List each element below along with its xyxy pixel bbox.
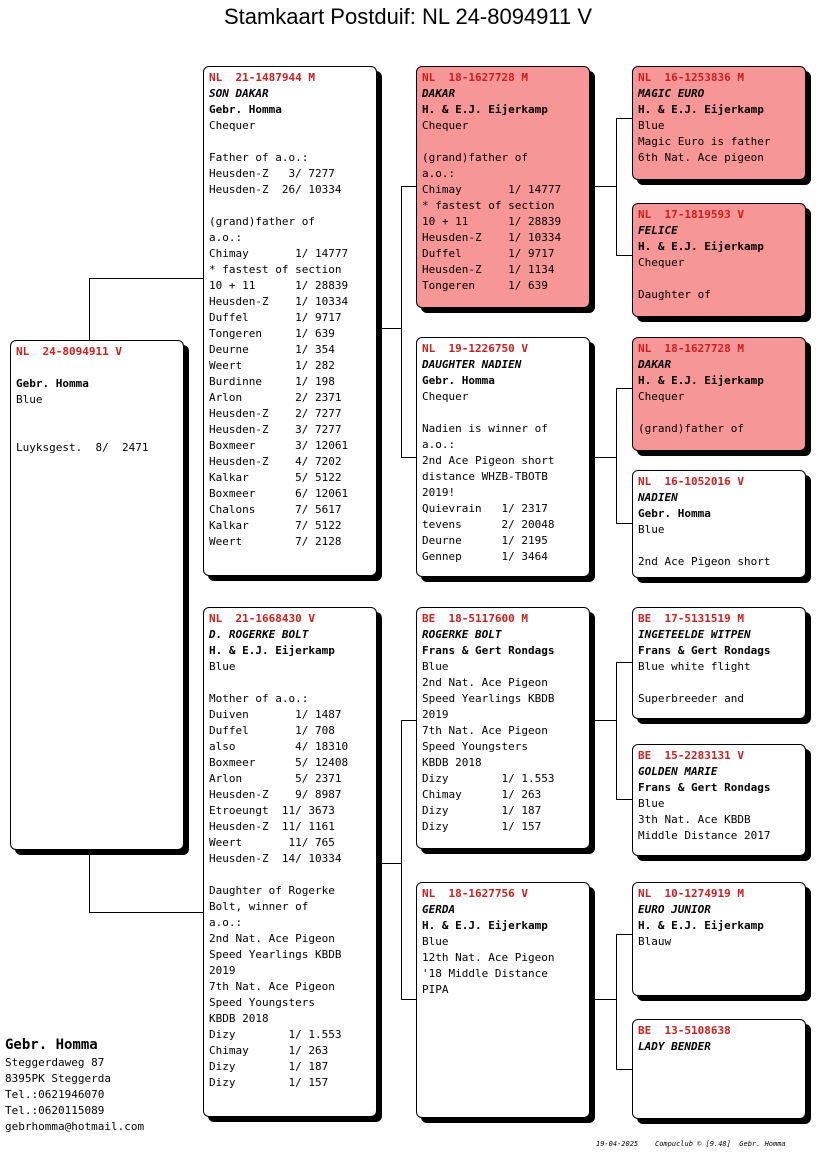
ring-number: BE 13-5108638: [638, 1024, 731, 1037]
connector-line: [616, 799, 632, 800]
breeder-name: Gebr. Homma: [16, 377, 89, 390]
result-line: 2nd Ace Pigeon short: [422, 454, 555, 467]
breeder-name: H. & E.J. Eijerkamp: [209, 644, 335, 657]
pigeon-color: Blue: [638, 119, 665, 132]
connector-line: [616, 255, 632, 256]
result-line: a.o.:: [209, 231, 243, 244]
pigeon-name: DAKAR: [422, 87, 456, 100]
connector-line: [616, 118, 632, 119]
breeder-name: Frans & Gert Rondags: [638, 644, 771, 657]
result-line: Boxmeer 5/ 12408: [209, 756, 349, 769]
result-line: Daughter of Rogerke: [209, 884, 335, 897]
connector-line: [382, 328, 402, 329]
result-line: Deurne 1/ 354: [209, 343, 335, 356]
result-line: Burdinne 1/ 198: [209, 375, 335, 388]
result-line: '18 Middle Distance: [422, 967, 548, 980]
result-line: Boxmeer 6/ 12061: [209, 487, 349, 500]
result-line: (grand)father of: [422, 151, 528, 164]
connector-line: [616, 118, 617, 256]
ring-number: NL 24-8094911 V: [16, 345, 122, 358]
result-line: (grand)father of: [209, 215, 315, 228]
connector-line: [401, 186, 402, 458]
result-line: Tongeren 1/ 639: [209, 327, 335, 340]
result-line: Weert 1/ 282: [209, 359, 335, 372]
pigeon-color: Blue: [422, 935, 449, 948]
result-line: Daughter of: [638, 288, 711, 301]
pigeon-color: [638, 1071, 800, 1087]
result-line: 2019: [422, 708, 449, 721]
owner-postal: 8395PK Steggerda: [5, 1072, 111, 1085]
result-line: [209, 675, 371, 691]
result-line: Nadien is winner of: [422, 422, 548, 435]
connector-line: [616, 934, 617, 1070]
result-line: Heusden-Z 4/ 7202: [209, 455, 342, 468]
result-line: Quievrain 1/ 2317: [422, 502, 548, 515]
pigeon-name: GERDA: [422, 903, 456, 916]
result-line: Chimay 1/ 14777: [422, 183, 562, 196]
pigeon-color: Chequer: [209, 119, 256, 132]
pedigree-card-fmf[interactable]: [632, 337, 806, 451]
result-line: [209, 198, 371, 214]
result-line: Speed Yearlings KBDB: [422, 692, 555, 705]
page-title: Stamkaart Postduif: NL 24-8094911 V: [223, 4, 593, 29]
result-line: Heusden-Z 1/ 10334: [422, 231, 562, 244]
connector-line: [616, 934, 632, 935]
pigeon-color: Blauw: [638, 935, 672, 948]
result-line: Dizy 1/ 1.553: [209, 1028, 342, 1041]
connector-line: [595, 720, 617, 721]
result-line: Gennep 1/ 3464: [422, 550, 548, 563]
pigeon-color: Chequer: [638, 256, 685, 269]
result-line: 7th Nat. Ace Pigeon: [209, 980, 335, 993]
connector-line: [401, 720, 416, 721]
connector-line: [616, 388, 617, 524]
ring-number: BE 15-2283131 V: [638, 749, 744, 762]
connector-line: [89, 278, 203, 279]
result-line: Superbreeder and: [638, 692, 744, 705]
result-line: PIPA: [422, 983, 449, 996]
pedigree-card-fff[interactable]: [632, 66, 806, 180]
result-line: Magic Euro is father: [638, 135, 771, 148]
result-line: * fastest of section: [209, 263, 342, 276]
result-line: [638, 271, 800, 287]
result-line: Dizy 1/ 187: [209, 1060, 329, 1073]
result-line: Deurne 1/ 2195: [422, 534, 548, 547]
pedigree-card-mff[interactable]: [632, 607, 806, 719]
result-line: Luyksgest. 8/ 2471: [16, 441, 149, 454]
ring-number: NL 21-1487944 M: [209, 71, 315, 84]
result-line: a.o.:: [422, 167, 456, 180]
pedigree-card-mfm[interactable]: [632, 744, 806, 856]
breeder-name: H. & E.J. Eijerkamp: [638, 919, 764, 932]
ring-number: NL 18-1627728 M: [422, 71, 528, 84]
result-line: Mother of a.o.:: [209, 692, 309, 705]
ring-number: NL 19-1226750 V: [422, 342, 528, 355]
pedigree-card-father-mother[interactable]: [416, 337, 590, 577]
connector-line: [89, 855, 90, 912]
ring-number: NL 17-1819593 V: [638, 208, 744, 221]
connector-line: [401, 186, 416, 187]
result-line: 7th Nat. Ace Pigeon: [422, 724, 548, 737]
pedigree-card-mother-father[interactable]: [416, 607, 590, 849]
pigeon-name: GOLDEN MARIE: [638, 765, 718, 778]
breeder-name: Frans & Gert Rondags: [638, 781, 771, 794]
breeder-name: Gebr. Homma: [209, 103, 282, 116]
pigeon-color: Blue: [638, 523, 665, 536]
pigeon-color: Blue: [422, 660, 449, 673]
pigeon-name: SON DAKAR: [209, 87, 269, 100]
result-line: Speed Youngsters: [422, 740, 528, 753]
result-line: [638, 675, 800, 691]
breeder-name: Gebr. Homma: [638, 507, 711, 520]
result-line: KBDB 2018: [422, 756, 482, 769]
breeder-name: H. & E.J. Eijerkamp: [638, 103, 764, 116]
ring-number: NL 18-1627756 V: [422, 887, 528, 900]
pedigree-card-subject[interactable]: [10, 340, 184, 850]
ring-number: BE 17-5131519 M: [638, 612, 744, 625]
breeder-name: H. & E.J. Eijerkamp: [422, 103, 548, 116]
connector-line: [616, 388, 632, 389]
result-line: Speed Yearlings KBDB: [209, 948, 342, 961]
result-line: (grand)father of: [638, 422, 744, 435]
result-line: Speed Youngsters: [209, 996, 315, 1009]
result-line: Weert 11/ 765: [209, 836, 335, 849]
result-line: 10 + 11 1/ 28839: [209, 279, 349, 292]
owner-name: Gebr. Homma: [5, 1037, 98, 1053]
pigeon-name: D. ROGERKE BOLT: [209, 628, 309, 641]
pigeon-color: Chequer: [422, 390, 469, 403]
result-line: KBDB 2018: [209, 1012, 269, 1025]
result-line: Heusden-Z 3/ 7277: [209, 167, 335, 180]
result-line: 2nd Nat. Ace Pigeon: [422, 676, 548, 689]
result-line: Tongeren 1/ 639: [422, 279, 548, 292]
owner-email[interactable]: gebrhomma@hotmail.com: [5, 1120, 145, 1133]
connector-line: [401, 999, 416, 1000]
pedigree-card-father-father[interactable]: [416, 66, 590, 308]
result-line: Arlon 5/ 2371: [209, 772, 342, 785]
result-line: Middle Distance 2017: [638, 829, 771, 842]
result-line: a.o.:: [209, 916, 243, 929]
pedigree-card-ffm[interactable]: [632, 203, 806, 317]
result-line: Heusden-Z 3/ 7277: [209, 423, 342, 436]
breeder-name: H. & E.J. Eijerkamp: [638, 374, 764, 387]
result-line: Chimay 1/ 263: [209, 1044, 329, 1057]
result-line: [209, 134, 371, 150]
connector-line: [382, 863, 402, 864]
pigeon-name: LADY BENDER: [638, 1040, 711, 1053]
connector-line: [89, 912, 203, 913]
result-line: Father of a.o.:: [209, 151, 309, 164]
owner-info: [5, 1035, 205, 1135]
pedigree-card-mother-mother[interactable]: [416, 882, 590, 1118]
connector-line: [616, 662, 617, 800]
footer-credits: 19-04-2025 Compuclub © [9.48] Gebr. Homma: [596, 1140, 786, 1148]
result-line: [422, 134, 584, 150]
result-line: Chimay 1/ 263: [422, 788, 542, 801]
result-line: Heusden-Z 2/ 7277: [209, 407, 342, 420]
result-line: Heusden-Z 11/ 1161: [209, 820, 335, 833]
blank-line: [16, 360, 178, 376]
breeder-name: H. & E.J. Eijerkamp: [422, 919, 548, 932]
result-line: Weert 7/ 2128: [209, 535, 342, 548]
pigeon-name: FELICE: [638, 224, 678, 237]
result-line: distance WHZB-TBOTB: [422, 470, 548, 483]
result-line: 2nd Nat. Ace Pigeon: [209, 932, 335, 945]
result-line: * fastest of section: [422, 199, 555, 212]
connector-line: [616, 523, 632, 524]
result-line: Duffel 1/ 9717: [209, 311, 342, 324]
pigeon-color: Blue: [16, 393, 43, 406]
result-line: Heusden-Z 14/ 10334: [209, 852, 342, 865]
ring-number: NL 18-1627728 M: [638, 342, 744, 355]
result-line: [16, 424, 178, 440]
result-line: Kalkar 7/ 5122: [209, 519, 342, 532]
result-line: Dizy 1/ 187: [422, 804, 542, 817]
breeder-name: Frans & Gert Rondags: [422, 644, 555, 657]
result-line: [422, 405, 584, 421]
result-line: 2nd Ace Pigeon short: [638, 555, 771, 568]
result-line: 12th Nat. Ace Pigeon: [422, 951, 555, 964]
ring-number: NL 10-1274919 M: [638, 887, 744, 900]
result-line: 2019!: [422, 486, 456, 499]
result-line: Chalons 7/ 5617: [209, 503, 342, 516]
pigeon-name: ROGERKE BOLT: [422, 628, 502, 641]
connector-line: [616, 662, 632, 663]
result-line: Bolt, winner of: [209, 900, 309, 913]
result-line: a.o.:: [422, 438, 456, 451]
result-line: tevens 2/ 20048: [422, 518, 555, 531]
result-line: [638, 538, 800, 554]
pedigree-card-fmm[interactable]: [632, 470, 806, 578]
connector-line: [89, 278, 90, 340]
pedigree-card-mmf[interactable]: [632, 882, 806, 996]
result-line: Chimay 1/ 14777: [209, 247, 349, 260]
result-line: 2019: [209, 964, 236, 977]
result-line: also 4/ 18310: [209, 740, 349, 753]
pigeon-color: Chequer: [422, 119, 469, 132]
pigeon-color: Chequer: [638, 390, 685, 403]
pedigree-card-mother[interactable]: [203, 607, 377, 1117]
owner-phone-1: Tel.:0621946070: [5, 1088, 105, 1101]
breeder-name: H. & E.J. Eijerkamp: [638, 240, 764, 253]
pedigree-card-father[interactable]: [203, 66, 377, 576]
result-line: Dizy 1/ 157: [209, 1076, 329, 1089]
result-line: Heusden-Z 26/ 10334: [209, 183, 342, 196]
result-line: Kalkar 5/ 5122: [209, 471, 342, 484]
pigeon-color: Blue white flight: [638, 660, 751, 673]
ring-number: BE 18-5117600 M: [422, 612, 528, 625]
result-line: Dizy 1/ 1.553: [422, 772, 555, 785]
result-line: [16, 408, 178, 424]
result-line: Boxmeer 3/ 12061: [209, 439, 349, 452]
result-line: Heusden-Z 1/ 10334: [209, 295, 349, 308]
ring-number: NL 21-1668430 V: [209, 612, 315, 625]
connector-line: [595, 186, 617, 187]
result-line: Duiven 1/ 1487: [209, 708, 342, 721]
connector-line: [616, 1069, 632, 1070]
result-line: 10 + 11 1/ 28839: [422, 215, 562, 228]
result-line: Duffel 1/ 9717: [422, 247, 555, 260]
result-line: Duffel 1/ 708: [209, 724, 335, 737]
result-line: Heusden-Z 1/ 1134: [422, 263, 555, 276]
result-line: Arlon 2/ 2371: [209, 391, 342, 404]
result-line: 3th Nat. Ace KBDB: [638, 813, 751, 826]
connector-line: [401, 720, 402, 1000]
pigeon-name: DAUGHTER NADIEN: [422, 358, 522, 371]
result-line: 6th Nat. Ace pigeon: [638, 151, 764, 164]
pedigree-card-mmm[interactable]: [632, 1019, 806, 1119]
ring-number: NL 16-1052016 V: [638, 475, 744, 488]
owner-phone-2: Tel.:0620115089: [5, 1104, 105, 1117]
ring-number: NL 16-1253836 M: [638, 71, 744, 84]
pigeon-color: Blue: [638, 797, 665, 810]
pigeon-name: EURO JUNIOR: [638, 903, 711, 916]
connector-line: [401, 457, 416, 458]
pigeon-name: DAKAR: [638, 358, 672, 371]
breeder-name: Gebr. Homma: [422, 374, 495, 387]
result-line: Dizy 1/ 157: [422, 820, 542, 833]
pigeon-name: MAGIC EURO: [638, 87, 705, 100]
connector-line: [595, 457, 617, 458]
result-line: Heusden-Z 9/ 8987: [209, 788, 342, 801]
owner-address: Steggerdaweg 87: [5, 1056, 105, 1069]
connector-line: [595, 999, 617, 1000]
breeder-name: [638, 1055, 800, 1071]
result-line: [638, 405, 800, 421]
pigeon-name: INGETEELDE WITPEN: [638, 628, 751, 641]
result-line: [209, 867, 371, 883]
result-line: Etroeungt 11/ 3673: [209, 804, 335, 817]
pigeon-name: NADIEN: [638, 491, 678, 504]
pigeon-color: Blue: [209, 660, 236, 673]
